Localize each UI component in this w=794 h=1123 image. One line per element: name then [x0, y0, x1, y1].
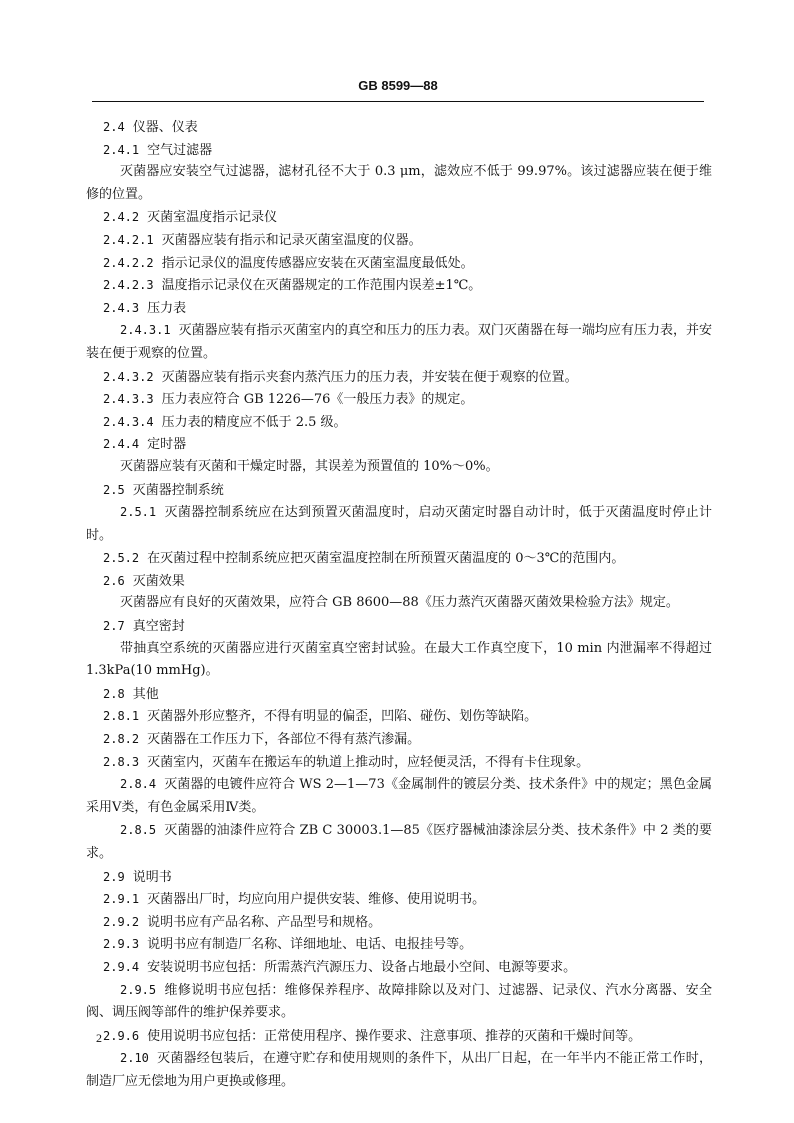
clause-line [86, 615, 712, 638]
clause-number: 2.5.2 [103, 551, 140, 566]
clause-text: 在灭菌过程中控制系统应把灭菌室温度控制在所预置灭菌温度的 0～3℃的范围内。 [147, 551, 625, 567]
clause-text: 带抽真空系统的灭菌器应进行灭菌室真空密封试验。在最大工作真空度下，10 min 内泄漏率不得超过 1.3kPa(10 mmHg)。 [86, 640, 712, 679]
clause-number: 2.9.6 [103, 1028, 140, 1043]
clause-number: 2.9.5 [120, 982, 157, 997]
clause-number: 2.8 [103, 686, 125, 701]
clause-number: 2.4.3.4 [103, 414, 154, 429]
clause-text: 灭菌器外形应整齐，不得有明显的偏歪，凹陷、碰伤、划伤等缺陷。 [147, 709, 538, 725]
clause-line [86, 479, 712, 502]
clause-number: 2.4.3.1 [120, 323, 171, 338]
clause-number: 2.8.5 [120, 823, 157, 838]
clause-line [86, 206, 712, 229]
clause-text: 灭菌器应装有指示夹套内蒸汽压力的压力表，并安装在便于观察的位置。 [161, 369, 578, 385]
clause-number: 2.4.3.3 [103, 392, 154, 407]
clause-line [86, 819, 712, 865]
document-code-header: GB 8599—88 [358, 78, 438, 93]
clause-line [86, 319, 712, 365]
clause-number: 2.7 [103, 619, 125, 634]
clause-text: 灭菌效果 [132, 573, 185, 589]
clause-text: 灭菌器的电镀件应符合 WS 2—1—73《金属制件的镀层分类、技术条件》中的规定；黑色金属采用Ⅴ类，有色金属采用Ⅳ类。 [86, 777, 712, 815]
clause-line [86, 366, 712, 389]
clause-text: 安装说明书应包括：所需蒸汽汽源压力、设备占地最小空间、电源等要求。 [147, 959, 577, 975]
clause-number: 2.4.2.2 [103, 255, 154, 270]
clause-number: 2.4.3.2 [103, 369, 154, 384]
clause-text: 指示记录仪的温度传感器应安装在灭菌室温度最低处。 [161, 255, 474, 271]
clause-line [86, 888, 712, 911]
clause-line [86, 911, 712, 934]
clause-number: 2.9.1 [103, 892, 140, 907]
clause-number: 2.4.1 [103, 142, 140, 157]
clause-line [86, 547, 712, 570]
clause-line [86, 297, 712, 320]
clause-text: 真空密封 [132, 619, 185, 635]
clause-text: 压力表应符合 GB 1226—76《一般压力表》的规定。 [161, 392, 474, 408]
clause-line [86, 252, 712, 275]
clause-line [86, 956, 712, 979]
clause-text: 灭菌室内，灭菌车在搬运车的轨道上推动时，应轻便灵活，不得有卡住现象。 [147, 754, 590, 770]
clause-line [86, 139, 712, 162]
clause-line [86, 229, 712, 252]
clause-number: 2.4.4 [103, 437, 140, 452]
clause-text: 灭菌器应有良好的灭菌效果，应符合 GB 8600—88《压力蒸汽灭菌器灭菌效果检验方法》规定。 [120, 595, 679, 611]
clause-text: 仪器、仪表 [132, 120, 198, 135]
clause-line [86, 638, 712, 683]
clause-text: 灭菌室温度指示记录仪 [147, 210, 278, 226]
clause-number: 2.8.4 [120, 777, 157, 792]
clause-number: 2.10 [120, 1051, 149, 1066]
clause-text: 灭菌器控制系统 [132, 482, 224, 498]
clause-number: 2.8.1 [103, 709, 140, 724]
clause-number: 2.9 [103, 869, 125, 884]
clause-text: 灭菌器出厂时，均应向用户提供安装、维修、使用说明书。 [147, 892, 486, 908]
clause-text: 说明书应有产品名称、产品型号和规格。 [147, 914, 382, 930]
clause-number: 2.5.1 [120, 505, 157, 520]
clause-number: 2.9.4 [103, 959, 140, 974]
clause-line [86, 1025, 712, 1048]
clause-line [86, 411, 712, 434]
clause-text: 定时器 [147, 437, 187, 453]
clause-text: 灭菌器应安装空气过滤器，滤材孔径不大于 0.3 μm，滤效应不低于 99.97%。该过滤器应装在便于维修的位置。 [86, 164, 712, 202]
clause-number: 2.4 [103, 120, 125, 134]
clause-line [86, 728, 712, 751]
clause-text: 使用说明书应包括：正常使用程序、操作要求、注意事项、推荐的灭菌和干燥时间等。 [147, 1028, 642, 1044]
clause-text: 说明书 [132, 869, 172, 885]
clause-number: 2.4.2.3 [103, 278, 154, 293]
clause-text: 灭菌器在工作压力下，各部位不得有蒸汽渗漏。 [147, 732, 421, 748]
clause-line [86, 979, 712, 1025]
clause-line [86, 933, 712, 956]
clause-line [86, 116, 712, 139]
clause-text: 温度指示记录仪在灭菌器规定的工作范围内误差±1℃。 [161, 278, 482, 294]
clause-number: 2.4.2.1 [103, 232, 154, 247]
clause-number: 2.4.2 [103, 210, 140, 225]
page-number: 2 [96, 1031, 102, 1045]
clause-text: 维修说明书应包括：维修保养程序、故障排除以及对门、过滤器、记录仪、汽水分离器、安全阀、调压阀等部件的维护保养要求。 [86, 982, 712, 1021]
clause-line [86, 773, 712, 819]
clause-line [86, 456, 712, 479]
clause-number: 2.9.3 [103, 937, 140, 952]
clause-number: 2.4.3 [103, 300, 140, 315]
clause-text: 说明书应有制造厂名称、详细地址、电话、电报挂号等。 [147, 937, 473, 953]
clause-line [86, 161, 712, 206]
clause-line [86, 501, 712, 547]
clause-line [86, 592, 712, 615]
clause-text: 灭菌器经包装后，在遵守贮存和使用规则的条件下，从出厂日起，在一年半内不能正常工作时，制造厂应无偿地为用户更换或修理。 [86, 1051, 712, 1089]
clause-line [86, 388, 712, 411]
clause-line [86, 705, 712, 728]
clause-line [86, 1047, 712, 1093]
clause-line [86, 433, 712, 456]
clause-text: 空气过滤器 [147, 142, 213, 158]
clause-line [86, 751, 712, 774]
clause-number: 2.8.3 [103, 754, 140, 769]
clause-number: 2.5 [103, 482, 125, 497]
clause-number: 2.8.2 [103, 732, 140, 747]
clause-line [86, 570, 712, 593]
clause-text: 灭菌器应装有灭菌和干燥定时器，其误差为预置值的 10%～0%。 [120, 458, 499, 474]
clause-text: 灭菌器的油漆件应符合 ZB C 30003.1—85《医疗器械油漆涂层分类、技术条件》中 2 类的要求。 [86, 823, 712, 861]
document-body [86, 116, 712, 1094]
clause-text: 灭菌器应装有指示灭菌室内的真空和压力的压力表。双门灭菌器在每一端均应有压力表，并安装在便于观察的位置。 [86, 323, 712, 361]
header-rule [92, 101, 704, 102]
clause-text: 其他 [132, 686, 159, 702]
clause-line [86, 866, 712, 889]
clause-text: 压力表的精度应不低于 2.5 级。 [161, 414, 347, 430]
clause-text: 压力表 [147, 300, 187, 316]
clause-number: 2.6 [103, 573, 125, 588]
clause-number: 2.9.2 [103, 914, 140, 929]
clause-text: 灭菌器控制系统应在达到预置灭菌温度时，启动灭菌定时器自动计时，低于灭菌温度时停止计时。 [86, 505, 712, 543]
clause-text: 灭菌器应装有指示和记录灭菌室温度的仪器。 [161, 232, 422, 248]
clause-line [86, 274, 712, 297]
clause-line [86, 683, 712, 706]
